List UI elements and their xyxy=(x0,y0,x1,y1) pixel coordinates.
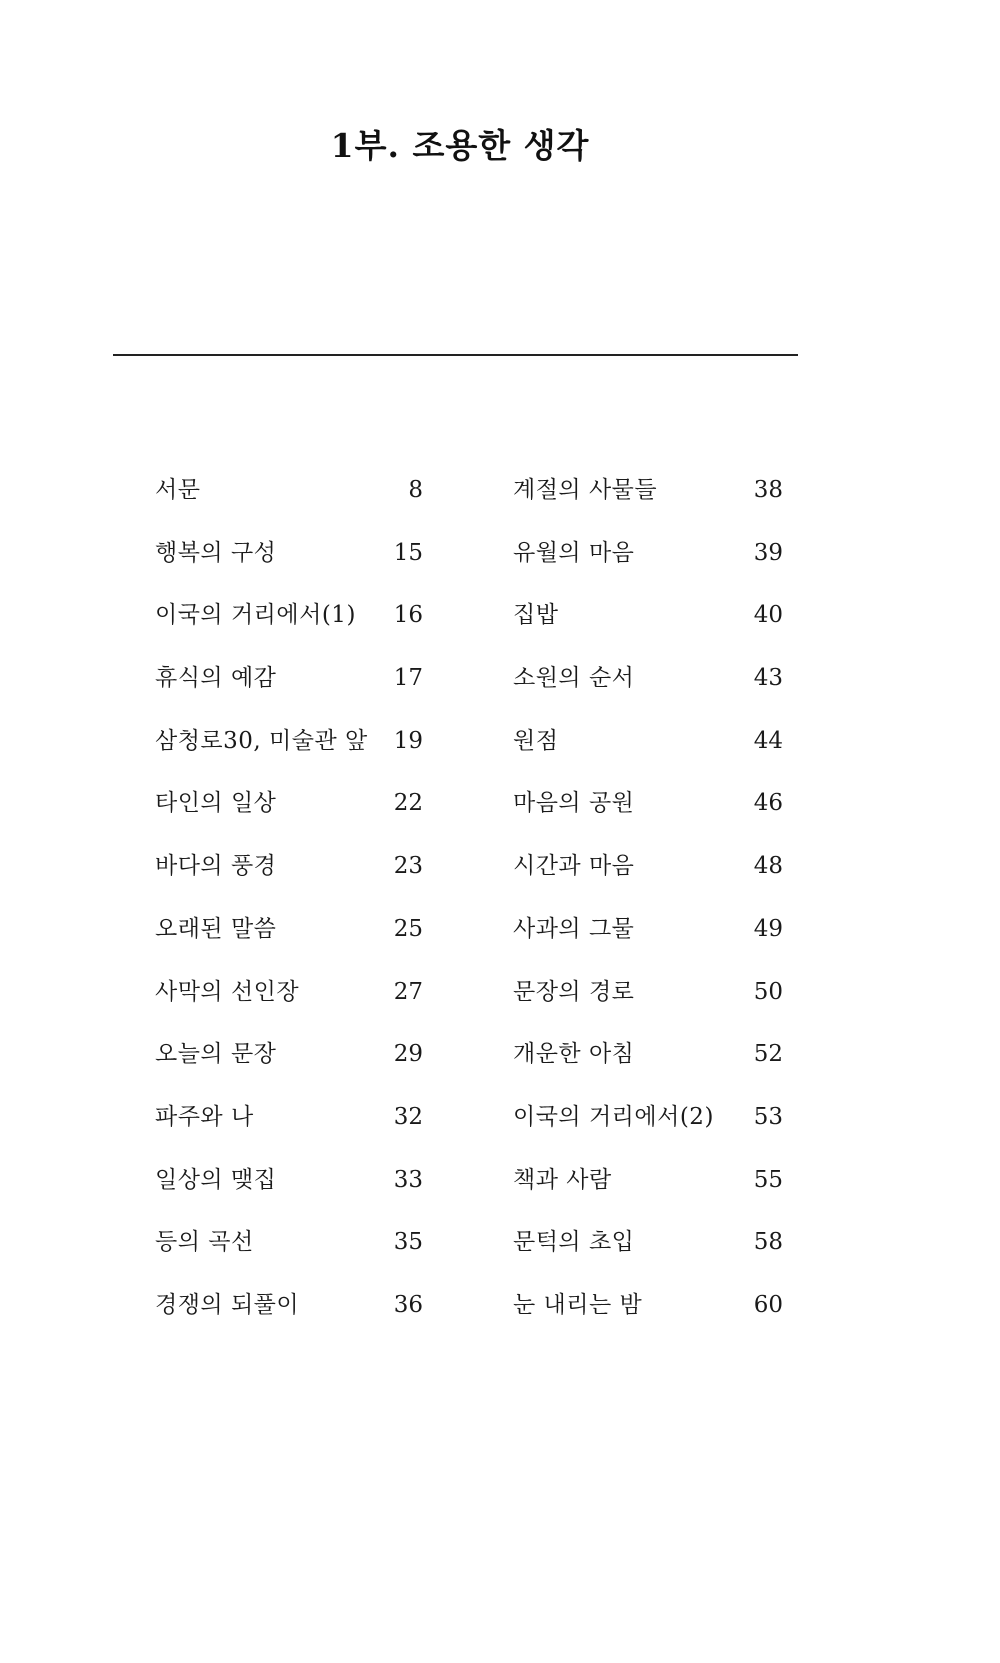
toc-entry xyxy=(513,1285,783,1348)
toc-entry-page-number: 27 xyxy=(393,978,423,1005)
toc-entry-page-number: 48 xyxy=(753,853,783,880)
divider xyxy=(113,354,798,356)
toc-entry-page-number: 36 xyxy=(393,1291,423,1318)
toc-entry-page-number: 52 xyxy=(753,1041,783,1068)
toc-entry xyxy=(155,783,423,846)
toc-entry-title: 마음의 공원 xyxy=(513,790,635,817)
toc-entry-title: 서문 xyxy=(155,477,201,503)
toc-entry-page-number: 43 xyxy=(753,665,783,692)
page-title: 1부. 조용한 생각 xyxy=(330,126,590,165)
toc-entry-page-number: 29 xyxy=(393,1041,423,1068)
toc-entry-title: 일상의 맺집 xyxy=(155,1166,277,1193)
toc-entry-title: 삼청로30, 미술관 앞 xyxy=(155,727,368,754)
toc-entry xyxy=(155,470,423,533)
toc-entry xyxy=(155,1034,423,1097)
toc-entry-title: 등의 곡선 xyxy=(155,1229,254,1256)
toc-entry-title: 오래된 말씀 xyxy=(155,915,277,942)
toc-entry xyxy=(513,721,783,784)
toc-entry-page-number: 40 xyxy=(753,602,783,629)
toc-entry xyxy=(513,846,783,909)
toc-entry-page-number: 49 xyxy=(753,915,783,942)
toc-entry xyxy=(513,1222,783,1285)
toc-entry-page-number: 8 xyxy=(408,477,423,503)
toc-entry-title: 타인의 일상 xyxy=(155,790,277,817)
toc-entry xyxy=(513,1097,783,1160)
toc-entry-title: 문턱의 초입 xyxy=(513,1229,635,1256)
toc-entry-title: 이국의 거리에서(1) xyxy=(155,602,356,629)
toc-entry-title: 오늘의 문장 xyxy=(155,1041,277,1068)
toc-entry-title: 이국의 거리에서(2) xyxy=(513,1103,714,1130)
toc-entry xyxy=(155,721,423,784)
toc-entry-title: 눈 내리는 밤 xyxy=(513,1291,643,1318)
toc-entry-page-number: 23 xyxy=(393,853,423,880)
toc-column-right xyxy=(513,470,783,1348)
toc-entry-title: 행복의 구성 xyxy=(155,539,277,566)
toc-entry xyxy=(513,658,783,721)
toc-entry-title: 유월의 마음 xyxy=(513,539,635,566)
toc-entry xyxy=(513,783,783,846)
toc-entry-title: 문장의 경로 xyxy=(513,978,635,1005)
toc-entry-page-number: 50 xyxy=(753,978,783,1005)
toc-entry-page-number: 32 xyxy=(393,1103,423,1130)
toc-entry-page-number: 55 xyxy=(753,1166,783,1193)
toc-entry-page-number: 25 xyxy=(393,915,423,942)
toc-entry xyxy=(513,1034,783,1097)
toc-entry-title: 집밥 xyxy=(513,602,559,629)
toc-entry xyxy=(513,533,783,596)
toc-entry xyxy=(155,1285,423,1348)
toc-entry-page-number: 35 xyxy=(393,1229,423,1256)
toc-entry xyxy=(155,595,423,658)
toc-entry-title: 소원의 순서 xyxy=(513,665,635,692)
toc-entry-title: 사막의 선인장 xyxy=(155,978,300,1005)
toc-entry xyxy=(155,909,423,972)
toc-entry-page-number: 60 xyxy=(753,1291,783,1318)
toc-entry xyxy=(155,1160,423,1223)
toc-entry-page-number: 17 xyxy=(393,665,423,692)
toc-entry xyxy=(513,1160,783,1223)
toc-entry-title: 바다의 풍경 xyxy=(155,853,277,880)
toc-entry-page-number: 16 xyxy=(393,602,423,629)
toc-entry xyxy=(513,470,783,533)
toc-entry-page-number: 58 xyxy=(753,1229,783,1256)
toc-entry-page-number: 44 xyxy=(753,727,783,754)
toc-entry-title: 경쟁의 되풀이 xyxy=(155,1291,300,1318)
toc-entry-title: 계절의 사물들 xyxy=(513,477,658,503)
toc-entry xyxy=(155,658,423,721)
toc-entry-page-number: 46 xyxy=(753,790,783,817)
toc-entry-page-number: 53 xyxy=(753,1103,783,1130)
toc-entry xyxy=(155,1097,423,1160)
toc-entry-title: 사과의 그물 xyxy=(513,915,635,942)
toc-entry-page-number: 15 xyxy=(393,539,423,566)
toc-entry-title: 파주와 나 xyxy=(155,1103,254,1130)
toc-entry-title: 휴식의 예감 xyxy=(155,665,277,692)
toc-entry-title: 시간과 마음 xyxy=(513,853,635,880)
toc-entry-page-number: 33 xyxy=(393,1166,423,1193)
toc-entry xyxy=(155,972,423,1035)
toc-entry-page-number: 19 xyxy=(393,727,423,754)
toc-column-left xyxy=(155,470,423,1348)
toc-entry xyxy=(513,972,783,1035)
toc-entry-page-number: 38 xyxy=(753,477,783,503)
toc-entry xyxy=(155,846,423,909)
toc-entry xyxy=(513,595,783,658)
toc-entry xyxy=(155,1222,423,1285)
toc-entry-title: 책과 사람 xyxy=(513,1166,612,1193)
toc-entry xyxy=(155,533,423,596)
toc-entry-page-number: 39 xyxy=(753,539,783,566)
toc-entry-title: 원점 xyxy=(513,727,559,754)
toc-entry xyxy=(513,909,783,972)
toc-entry-page-number: 22 xyxy=(393,790,423,817)
toc-entry-title: 개운한 아침 xyxy=(513,1041,635,1068)
